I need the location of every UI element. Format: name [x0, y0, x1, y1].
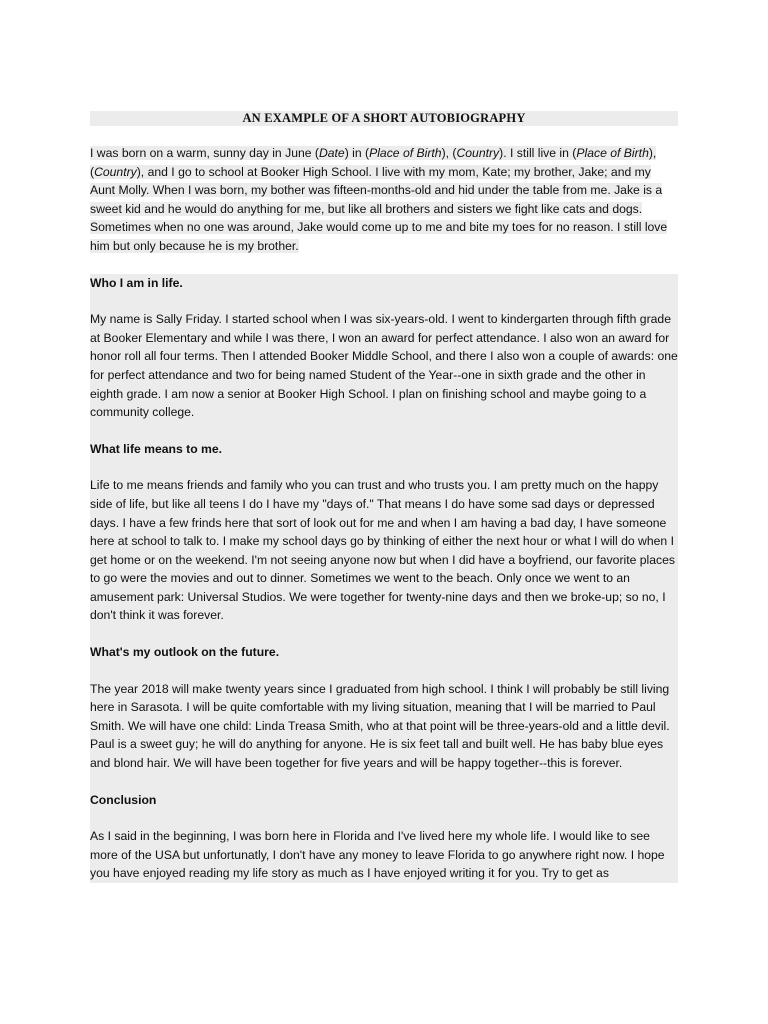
- document-title: AN EXAMPLE OF A SHORT AUTOBIOGRAPHY: [90, 111, 678, 126]
- intro-text-2: ) in (: [344, 146, 370, 160]
- section-heading: Conclusion: [90, 792, 157, 807]
- section-outlook: [90, 643, 678, 791]
- section-heading: What life means to me.: [90, 441, 223, 456]
- section-life-means: [90, 440, 678, 643]
- intro-text-5: ), (: [90, 146, 657, 179]
- section-body: My name is Sally Friday. I started school when I was six-years-old. I went to kindergarten through fifth grade at Booker Elementary and while I was there, I won an award for perfect attendance. I also won an award for honor roll all four terms. Then I attended Booker Middle School, and there I also won a couple of awards: one for perfect attendance and two for being named Student of the Year--one in sixth grade and the other in eighth grade. I am now a senior at Booker High School. I plan on finishing school and maybe going to a community college.: [90, 312, 678, 420]
- section-conclusion: [90, 791, 678, 884]
- intro-place-placeholder-2: Place of Birth: [576, 146, 649, 160]
- intro-text-3: ), (: [441, 146, 457, 160]
- intro-country-placeholder-2: Country: [94, 164, 137, 179]
- intro-text-6: ), and I go to school at Booker High School. I live with my mom, Kate; my brother, Jake; and my Aunt Molly. When I was born, my bother was fifteen-months-old and hid under the table from me. Jake is a sweet kid and he would do anything for me, but like all brothers and sisters we fight like cats and dogs. Sometimes when no one was around, Jake would come up to me and bite my toes for no reason. I still love him but only because he is my brother.: [90, 164, 668, 253]
- section-heading: Who I am in life.: [90, 275, 183, 290]
- intro-place-placeholder-1: Place of Birth: [369, 146, 442, 160]
- intro-text-4: ). I still live in (: [499, 146, 577, 160]
- section-body: Life to me means friends and family who you can trust and who trusts you. I am pretty much on the happy side of life, but like all teens I do I have my "days of." That means I do have some sad days or depressed days. I have a few frinds here that sort of look out for me and when I am having a bad day, I have someone here at school to talk to. I make my school days go by thinking of either the next hour or what I will do when I get home or on the weekend. I'm not seeing anyone now but when I did have a boyfriend, our favorite places to go were the movies and out to dinner. Sometimes we went to the beach. Only once we went to an amusement park: Universal Studios. We were together for twenty-nine days and then we broke-up; so no, I don't think it was forever.: [90, 478, 675, 623]
- document-page: [90, 111, 678, 883]
- section-heading: What's my outlook on the future.: [90, 645, 280, 660]
- body-sections: [90, 274, 678, 884]
- section-body: As I said in the beginning, I was born here in Florida and I've lived here my whole life. I would like to see more of the USA but unfortunatly, I don't have any money to leave Florida to go anywhere right now. I hope you have enjoyed reading my life story as much as I have enjoyed writing it for you. Try to get as: [90, 829, 665, 881]
- intro-text-1: I was born on a warm, sunny day in June (: [90, 146, 319, 160]
- intro-country-placeholder-1: Country: [456, 146, 500, 160]
- section-who-i-am: [90, 274, 678, 440]
- intro-paragraph: [90, 144, 678, 256]
- section-body: The year 2018 will make twenty years since I graduated from high school. I think I will probably be still living here in Sarasota. I will be quite comfortable with my living situation, meaning that I will be married to Paul Smith. We will have one child: Linda Treasa Smith, who at that point will be three-years-old and a little devil. Paul is a sweet guy; he will do anything for anyone. He is six feet tall and built well. He has baby blue eyes and blond hair. We will have been together for five years and will be happy together--this is forever.: [90, 681, 670, 771]
- intro-date-placeholder: Date: [318, 146, 345, 160]
